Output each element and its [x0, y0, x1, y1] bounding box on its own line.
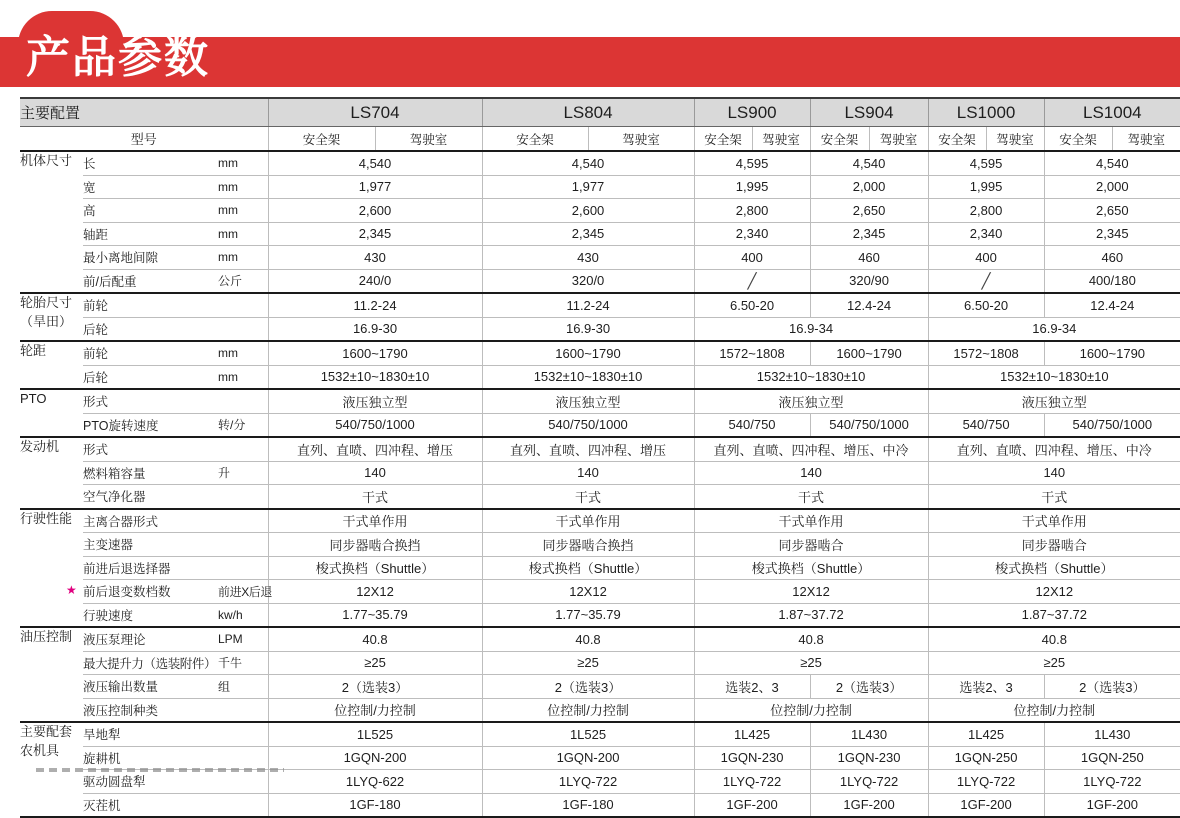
spec-value: 16.9-34: [928, 317, 1180, 341]
spec-value: 2（选装3）: [268, 675, 482, 699]
spec-value: ╱: [928, 269, 1044, 293]
spec-value: 位控制/力控制: [268, 698, 482, 722]
spec-row-label: 空气净化器: [83, 485, 218, 509]
spec-value: 直列、直喷、四冲程、增压: [482, 437, 694, 461]
spec-row-label: 形式: [83, 437, 218, 461]
table-row: [20, 317, 1180, 341]
spec-unit: mm: [218, 151, 268, 175]
spec-value: 540/750: [928, 413, 1044, 437]
spec-value: 1,977: [268, 175, 482, 199]
spec-value: 干式: [482, 485, 694, 509]
spec-row-label: 行驶速度: [83, 603, 218, 627]
table-row: [20, 722, 1180, 746]
spec-value: 干式单作用: [694, 509, 928, 533]
spec-row-label: 形式: [83, 389, 218, 413]
spec-value: 干式单作用: [928, 509, 1180, 533]
model-header-row: [20, 98, 1180, 127]
spec-unit: [218, 793, 268, 817]
spec-value: 1L430: [810, 722, 928, 746]
spec-value: 2,345: [1044, 222, 1180, 246]
spec-value: 540/750/1000: [268, 413, 482, 437]
spec-value: 1LYQ-622: [268, 770, 482, 794]
table-row: [20, 675, 1180, 699]
spec-value: ≥25: [268, 651, 482, 675]
spec-value: 2,800: [694, 199, 810, 223]
safety-frame-header-LS804: 安全架: [482, 127, 588, 152]
spec-value: 1GQN-200: [268, 746, 482, 770]
spec-value: 2,345: [810, 222, 928, 246]
table-row: [20, 246, 1180, 270]
spec-value: 4,595: [694, 151, 810, 175]
section-label: 主要配套 农机具: [20, 722, 83, 817]
spec-value: 1L425: [694, 722, 810, 746]
page-title: 产品参数: [26, 33, 210, 82]
spec-value: 4,540: [268, 151, 482, 175]
spec-row-label: 宽: [83, 175, 218, 199]
table-row: [20, 175, 1180, 199]
model-name-LS900: LS900: [694, 98, 810, 127]
spec-value: 1LYQ-722: [1044, 770, 1180, 794]
spec-value: 40.8: [268, 627, 482, 651]
spec-unit: LPM: [218, 627, 268, 651]
spec-unit: [218, 293, 268, 317]
spec-unit: kw/h: [218, 603, 268, 627]
spec-unit: mm: [218, 175, 268, 199]
star-icon: ★: [66, 583, 77, 597]
model-name-LS704: LS704: [268, 98, 482, 127]
spec-row-label: 液压控制种类: [83, 698, 218, 722]
spec-value: 140: [482, 461, 694, 485]
spec-row-label: 灭茬机: [83, 793, 218, 817]
spec-row-label: 主变速器: [83, 533, 218, 557]
footnote-clipped-text: [36, 768, 284, 772]
spec-unit: mm: [218, 365, 268, 389]
spec-value: 1.87~37.72: [928, 603, 1180, 627]
spec-value: ╱: [694, 269, 810, 293]
spec-value: 430: [268, 246, 482, 270]
spec-value: 液压独立型: [928, 389, 1180, 413]
frame-type-header-row: [20, 127, 1180, 152]
safety-frame-header-LS900: 安全架: [694, 127, 752, 152]
spec-value: 1GQN-230: [694, 746, 810, 770]
spec-value: 400: [694, 246, 810, 270]
spec-value: 干式单作用: [268, 509, 482, 533]
spec-value: 1600~1790: [810, 341, 928, 365]
spec-unit: [218, 389, 268, 413]
spec-row-label: 轴距: [83, 222, 218, 246]
table-row: [20, 389, 1180, 413]
spec-value: 1L430: [1044, 722, 1180, 746]
cab-header-LS704: 驾驶室: [375, 127, 482, 152]
spec-value: 1GQN-200: [482, 746, 694, 770]
spec-value: 12.4-24: [1044, 293, 1180, 317]
spec-value: 40.8: [928, 627, 1180, 651]
spec-value: 1600~1790: [268, 341, 482, 365]
spec-value: ≥25: [694, 651, 928, 675]
spec-unit: mm: [218, 199, 268, 223]
spec-value: 梭式换档（Shuttle）: [268, 556, 482, 580]
spec-value: 干式: [268, 485, 482, 509]
cab-header-LS804: 驾驶室: [588, 127, 694, 152]
spec-value: 液压独立型: [694, 389, 928, 413]
config-header-cell: 主要配置: [20, 98, 268, 127]
spec-value: 梭式换档（Shuttle）: [928, 556, 1180, 580]
table-row: [20, 746, 1180, 770]
spec-value: 4,540: [482, 151, 694, 175]
table-row: [20, 222, 1180, 246]
spec-row-label: 驱动圆盘犁: [83, 770, 218, 794]
spec-value: 400/180: [1044, 269, 1180, 293]
spec-value: 位控制/力控制: [928, 698, 1180, 722]
spec-value: 1L525: [482, 722, 694, 746]
spec-value: 11.2-24: [482, 293, 694, 317]
spec-unit: [218, 533, 268, 557]
table-row: [20, 485, 1180, 509]
table-row: [20, 603, 1180, 627]
model-row-label-cell: 型号: [20, 127, 268, 152]
spec-value: 1,995: [694, 175, 810, 199]
spec-row-label: 长: [83, 151, 218, 175]
spec-value: 12X12: [694, 580, 928, 604]
spec-value: 12X12: [268, 580, 482, 604]
spec-row-label: 最小离地间隙: [83, 246, 218, 270]
cab-header-LS1004: 驾驶室: [1112, 127, 1180, 152]
spec-value: 16.9-30: [268, 317, 482, 341]
spec-value: 1GF-200: [928, 793, 1044, 817]
spec-value: 选装2、3: [928, 675, 1044, 699]
spec-table-header: [20, 98, 1180, 151]
table-row: [20, 413, 1180, 437]
section-label: 机体尺寸: [20, 151, 83, 293]
table-row: [20, 199, 1180, 223]
table-row: [20, 533, 1180, 557]
spec-unit: [218, 317, 268, 341]
spec-value: 4,540: [1044, 151, 1180, 175]
spec-value: 1GF-200: [694, 793, 810, 817]
spec-row-label: 旋耕机: [83, 746, 218, 770]
spec-value: 40.8: [482, 627, 694, 651]
spec-unit: 组: [218, 675, 268, 699]
table-row: [20, 509, 1180, 533]
spec-unit: mm: [218, 222, 268, 246]
spec-value: 梭式换档（Shuttle）: [694, 556, 928, 580]
model-name-LS1000: LS1000: [928, 98, 1044, 127]
spec-unit: mm: [218, 341, 268, 365]
spec-value: 干式: [694, 485, 928, 509]
section-label: 行驶性能: [20, 509, 83, 628]
spec-value: 40.8: [694, 627, 928, 651]
table-row: [20, 151, 1180, 175]
table-row: [20, 580, 1180, 604]
table-row: [20, 269, 1180, 293]
spec-table-body: [20, 151, 1180, 817]
spec-value: 540/750/1000: [482, 413, 694, 437]
spec-row-label: 高: [83, 199, 218, 223]
spec-unit: [218, 746, 268, 770]
spec-value: 1GF-200: [1044, 793, 1180, 817]
spec-value: 2,600: [482, 199, 694, 223]
spec-value: 1GQN-250: [928, 746, 1044, 770]
spec-value: 2,345: [268, 222, 482, 246]
spec-value: 直列、直喷、四冲程、增压: [268, 437, 482, 461]
spec-value: 6.50-20: [694, 293, 810, 317]
table-row: [20, 627, 1180, 651]
spec-value: 460: [810, 246, 928, 270]
spec-unit: 千牛: [218, 651, 268, 675]
spec-value: 1LYQ-722: [810, 770, 928, 794]
cab-header-LS1000: 驾驶室: [986, 127, 1044, 152]
spec-value: 1572~1808: [694, 341, 810, 365]
model-name-LS804: LS804: [482, 98, 694, 127]
spec-unit: [218, 698, 268, 722]
spec-row-label: 前轮: [83, 293, 218, 317]
spec-value: 干式单作用: [482, 509, 694, 533]
spec-value: 1.87~37.72: [694, 603, 928, 627]
spec-value: 2（选装3）: [482, 675, 694, 699]
cab-header-LS904: 驾驶室: [869, 127, 928, 152]
spec-value: 梭式换档（Shuttle）: [482, 556, 694, 580]
table-row: [20, 698, 1180, 722]
spec-value: 2,800: [928, 199, 1044, 223]
spec-value: 1532±10~1830±10: [694, 365, 928, 389]
spec-value: 140: [694, 461, 928, 485]
spec-row-label: PTO旋转速度: [83, 413, 218, 437]
spec-value: 1.77~35.79: [482, 603, 694, 627]
spec-row-label: 前进后退选择器: [83, 556, 218, 580]
spec-unit: 转/分: [218, 413, 268, 437]
spec-value: 4,595: [928, 151, 1044, 175]
spec-value: 1532±10~1830±10: [928, 365, 1180, 389]
spec-value: 540/750/1000: [810, 413, 928, 437]
spec-value: ≥25: [928, 651, 1180, 675]
spec-unit: mm: [218, 246, 268, 270]
spec-row-label: 后轮: [83, 317, 218, 341]
spec-row-label: 最大提升力（选装附件）: [83, 651, 218, 675]
spec-value: 1GQN-250: [1044, 746, 1180, 770]
spec-row-label: ★ 前后退变数档数: [83, 580, 218, 604]
table-row: [20, 770, 1180, 794]
safety-frame-header-LS704: 安全架: [268, 127, 375, 152]
spec-unit: [218, 509, 268, 533]
spec-value: 1.77~35.79: [268, 603, 482, 627]
spec-row-label: 前轮: [83, 341, 218, 365]
spec-unit: 升: [218, 461, 268, 485]
spec-value: 1LYQ-722: [928, 770, 1044, 794]
spec-value: 320/0: [482, 269, 694, 293]
product-spec-table: [20, 97, 1180, 818]
spec-value: 12.4-24: [810, 293, 928, 317]
spec-row-label: 燃料箱容量: [83, 461, 218, 485]
table-row: [20, 365, 1180, 389]
spec-value: 540/750/1000: [1044, 413, 1180, 437]
spec-value: ≥25: [482, 651, 694, 675]
section-label: 油压控制: [20, 627, 83, 722]
spec-value: 400: [928, 246, 1044, 270]
spec-value: 选装2、3: [694, 675, 810, 699]
table-row: [20, 461, 1180, 485]
spec-value: 1GF-180: [268, 793, 482, 817]
spec-value: 1LYQ-722: [694, 770, 810, 794]
spec-unit: [218, 437, 268, 461]
safety-frame-header-LS1004: 安全架: [1044, 127, 1112, 152]
spec-value: 同步器啮合: [694, 533, 928, 557]
spec-value: 2,650: [1044, 199, 1180, 223]
spec-value: 1,995: [928, 175, 1044, 199]
spec-unit: [218, 722, 268, 746]
spec-value: 位控制/力控制: [694, 698, 928, 722]
table-row: [20, 793, 1180, 817]
spec-value: 16.9-30: [482, 317, 694, 341]
spec-value: 16.9-34: [694, 317, 928, 341]
spec-value: 直列、直喷、四冲程、增压、中冷: [694, 437, 928, 461]
spec-unit: [218, 485, 268, 509]
spec-value: 直列、直喷、四冲程、增压、中冷: [928, 437, 1180, 461]
spec-row-label: 后轮: [83, 365, 218, 389]
spec-value: 液压独立型: [268, 389, 482, 413]
spec-value: 1532±10~1830±10: [268, 365, 482, 389]
spec-unit: [218, 770, 268, 794]
spec-row-label: 液压输出数量: [83, 675, 218, 699]
spec-value: 140: [268, 461, 482, 485]
spec-value: 4,540: [810, 151, 928, 175]
spec-value: 2,600: [268, 199, 482, 223]
spec-value: 1600~1790: [1044, 341, 1180, 365]
spec-value: 430: [482, 246, 694, 270]
spec-unit: 公斤: [218, 269, 268, 293]
spec-value: 干式: [928, 485, 1180, 509]
spec-value: 2,340: [928, 222, 1044, 246]
spec-value: 1GF-200: [810, 793, 928, 817]
spec-row-label: 液压泵理论: [83, 627, 218, 651]
safety-frame-header-LS1000: 安全架: [928, 127, 986, 152]
spec-value: 2,340: [694, 222, 810, 246]
spec-value: 1GF-180: [482, 793, 694, 817]
spec-value: 同步器啮合换挡: [268, 533, 482, 557]
table-row: [20, 556, 1180, 580]
spec-value: 240/0: [268, 269, 482, 293]
table-row: [20, 341, 1180, 365]
section-label: 发动机: [20, 437, 83, 509]
table-row: [20, 437, 1180, 461]
spec-value: 2,650: [810, 199, 928, 223]
spec-value: 1GQN-230: [810, 746, 928, 770]
spec-value: 1,977: [482, 175, 694, 199]
spec-value: 2（选装3）: [810, 675, 928, 699]
spec-value: 540/750: [694, 413, 810, 437]
spec-value: 2,345: [482, 222, 694, 246]
model-name-LS1004: LS1004: [1044, 98, 1180, 127]
spec-value: 同步器啮合换挡: [482, 533, 694, 557]
section-label: 轮胎尺寸 （旱田）: [20, 293, 83, 341]
spec-value: 位控制/力控制: [482, 698, 694, 722]
spec-value: 液压独立型: [482, 389, 694, 413]
spec-value: 1600~1790: [482, 341, 694, 365]
spec-value: 460: [1044, 246, 1180, 270]
spec-value: 12X12: [482, 580, 694, 604]
safety-frame-header-LS904: 安全架: [810, 127, 869, 152]
spec-value: 同步器啮合: [928, 533, 1180, 557]
spec-row-label: 前/后配重: [83, 269, 218, 293]
spec-value: 1LYQ-722: [482, 770, 694, 794]
spec-value: 12X12: [928, 580, 1180, 604]
model-name-LS904: LS904: [810, 98, 928, 127]
spec-value: 2,000: [810, 175, 928, 199]
section-label: PTO: [20, 389, 83, 437]
spec-value: 1572~1808: [928, 341, 1044, 365]
spec-row-label: 旱地犁: [83, 722, 218, 746]
spec-value: 1532±10~1830±10: [482, 365, 694, 389]
spec-value: 1L425: [928, 722, 1044, 746]
page-banner: [0, 0, 1180, 97]
table-row: [20, 651, 1180, 675]
spec-value: 2,000: [1044, 175, 1180, 199]
cab-header-LS900: 驾驶室: [752, 127, 810, 152]
spec-value: 11.2-24: [268, 293, 482, 317]
spec-value: 2（选装3）: [1044, 675, 1180, 699]
spec-unit: [218, 556, 268, 580]
spec-value: 140: [928, 461, 1180, 485]
section-label: 轮距: [20, 341, 83, 389]
spec-value: 1L525: [268, 722, 482, 746]
spec-value: 6.50-20: [928, 293, 1044, 317]
table-row: [20, 293, 1180, 317]
spec-row-label: 主离合器形式: [83, 509, 218, 533]
spec-unit: 前进X后退: [218, 580, 268, 604]
spec-value: 320/90: [810, 269, 928, 293]
